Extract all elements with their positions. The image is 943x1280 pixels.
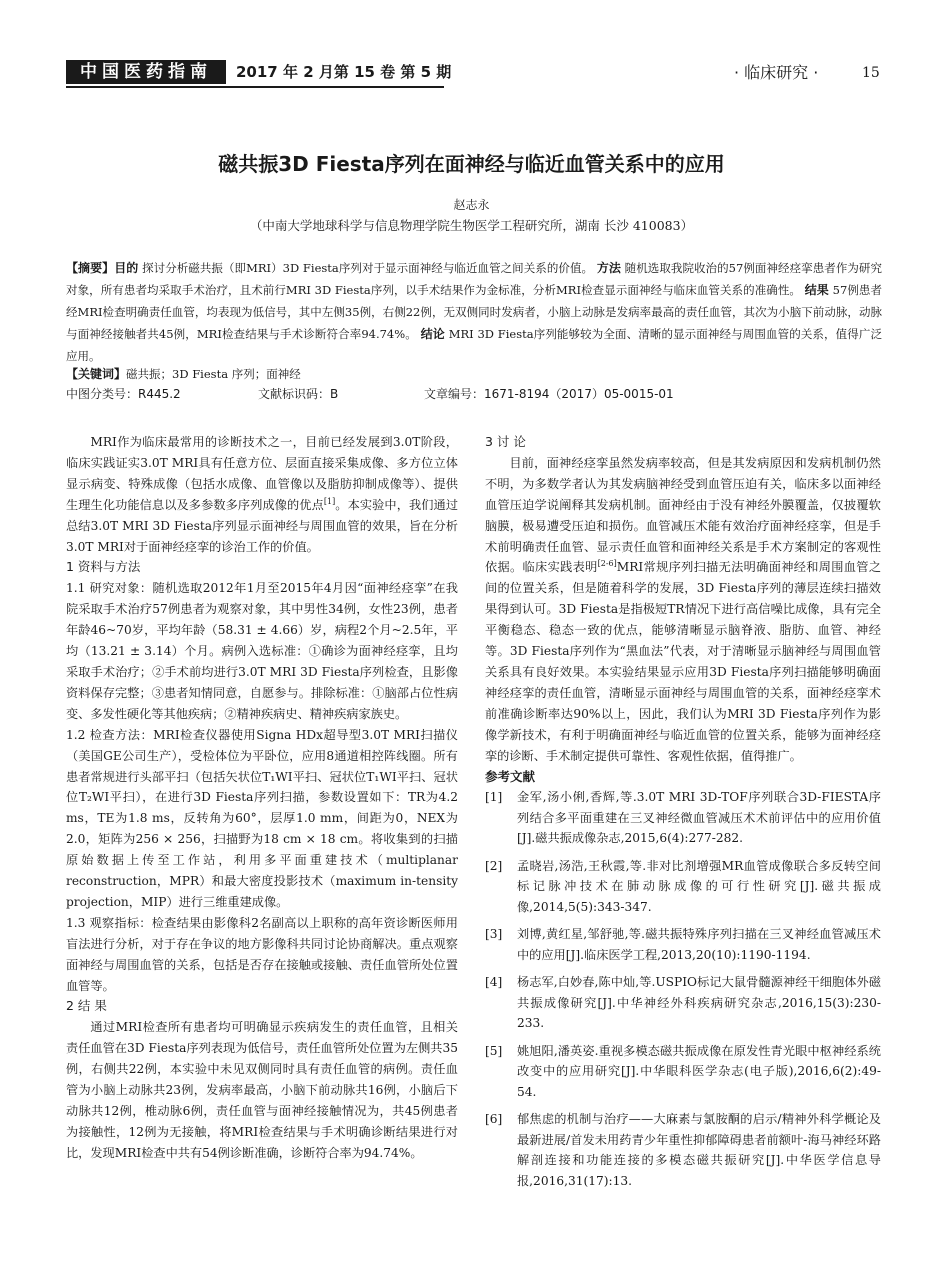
article-title: 磁共振3D Fiesta序列在面神经与临近血管关系中的应用 xyxy=(218,152,725,176)
reference-number: [2] xyxy=(485,858,503,873)
reference-text: 郁焦虑的机制与治疗——大麻素与氯胺酮的启示/精神外科学概论及最新进展/首发未用药青少年重性抑郁障碍患者前额叶-海马神经环路解剖连接和功能连接的多模态磁共振研究[J].中华医学信息导报,2016,31(17):13. xyxy=(517,1112,881,1188)
running-header xyxy=(66,60,886,86)
section-heading-1: 1 资料与方法 xyxy=(66,559,141,575)
references-heading: 参考文献 xyxy=(485,768,536,784)
intro-tail: 。本实验中，我们通过总结3.0T MRI 3D Fiesta序列显示面神经与周围血管的效果，旨在分析3.0T MRI对于面神经痉挛的诊治工作的价值。 xyxy=(66,497,459,554)
keywords-label: 【关键词】 xyxy=(66,367,127,381)
section-label: · 临床研究 · xyxy=(734,63,819,82)
affiliation: （中南大学地球科学与信息物理学院生物医学工程研究所，湖南 长沙 410083） xyxy=(249,218,694,233)
purpose-text: 探讨分析磁共振（即MRI）3D Fiesta序列对于显示面神经与临近血管之间关系的价值。 xyxy=(142,261,594,275)
discussion-text-b: MRI常规序列扫描无法明确面神经和周围血管之间的位置关系，但是随着科学的发展，3D Fiesta序列的薄层连续扫描效果得到认可。3D Fiesta是指极短TR情况下进行高信噪比成像，具有完全平衡稳态、稳态一致的优点，能够清晰显示脑脊液、脂肪、血管、神经等。3D Fiesta序列作为“黑血法”代表，对于清晰显示脑神经与周围血管关系具有良好效果。本实验结果显示应用3D Fiesta序列扫描能够明确面神经痉挛的责任血管，清晰显示面神经与周围血管的关系，面神经痉挛术前准确诊断率达90%以上，因此，我们认为MRI 3D Fiesta序列作为影像学新技术，有利于明确面神经与临近血管的位置关系，能够为面神经痉挛的诊断、手术制定提供可靠性、客观性依据，值得推广。 xyxy=(485,560,882,763)
intro-text: MRI作为临床最常用的诊断技术之一，目前已经发展到3.0T阶段，临床实践证实3.0T MRI具有任意方位、层面直接采集成像、多方位立体显示病变、特殊成像（包括水成像、血管像以及脂肪抑制成像等）、提供生理生化功能信息以及多参数多序列成像的优点 xyxy=(66,435,458,512)
author: 赵志永 xyxy=(453,198,490,212)
reference-item xyxy=(485,1109,881,1191)
journal-name: 中国医药指南 xyxy=(66,60,226,84)
discussion-text-a: 目前，面神经痉挛虽然发病率较高，但是其发病原因和发病机制仍然不明，为多数学者认为其发病脑神经受到血管压迫有关，临床多以面神经血管压迫学说阐释其发病机制。面神经由于没有神经外膜覆盖，仅披覆软脑膜，极易遭受压迫和损伤。血管减压术能有效治疗面神经痉挛，但是手术前明确责任血管、显示责任血管和面神经关系是手术方案制定的客观性依据。临床实践表明 xyxy=(485,455,881,575)
reference-number: [4] xyxy=(485,975,503,990)
reference-item xyxy=(485,972,881,1034)
abstract-label: 【摘要】 xyxy=(66,261,115,275)
results-paragraph: 通过MRI检查所有患者均可明确显示疾病发生的责任血管，且相关责任血管在3D Fiesta序列表现为低信号，责任血管所处位置为左侧共35例，右侧共22例，本实验中未见双侧同时具有责任血管的病例。责任血管为小脑上动脉共23例，发病率最高，小脑下前动脉共16例，小脑后下动脉共12例，椎动脉6例，责任血管与面神经接触情况为，共45例患者为接触性，12例为无接触，将MRI检查结果与手术明确诊断结果进行对比，发现MRI检查中共有54例诊断准确，诊断符合率为94.74%。 xyxy=(66,1020,458,1160)
subsection-1-3: 1.3 观察指标：检查结果由影像科2名副高以上职称的高年资诊断医师用盲法进行分析，对于存在争议的地方影像科共同讨论协商解决。重点观察面神经与周围血管的关系，包括是否存在接触或接触、责任血管所处位置血管等。 xyxy=(66,915,458,993)
article-number: 文章编号：1671-8194（2017）05-0015-01 xyxy=(424,387,674,401)
reference-list xyxy=(485,787,881,1191)
section-heading-2: 2 结 果 xyxy=(66,998,107,1014)
reference-text: 孟晓岩,汤浩,王秋霞,等.非对比剂增强MR血管成像联合多反转空间标记脉冲技术在肺动脉成像的可行性研究[J].磁共振成像,2014,5(5):343-347. xyxy=(517,858,881,914)
reference-text: 刘博,黄红星,邹舒驰,等.磁共振特殊序列扫描在三叉神经血管减压术中的应用[J].临床医学工程,2013,20(10):1190-1194. xyxy=(517,927,881,962)
reference-item xyxy=(485,1041,881,1103)
citation: [2-6] xyxy=(597,559,617,569)
reference-text: 金军,汤小俐,香辉,等.3.0T MRI 3D-TOF序列联合3D-FIESTA序列结合多平面重建在三叉神经微血管减压术术前评估中的应用价值[J].磁共振成像杂志,2015,6(4):277-282. xyxy=(517,790,881,846)
page-number: 15 xyxy=(862,65,880,81)
conclusion-text: MRI 3D Fiesta序列能够较为全面、清晰的显示面神经与周围血管的关系，值得广泛应用。 xyxy=(66,327,882,363)
method-tag: 方法 xyxy=(596,261,621,275)
subsection-1-1: 1.1 研究对象：随机选取2012年1月至2015年4月因“面神经痉挛”在我院采取手术治疗57例患者为观察对象，其中男性34例，女性23例，患者年龄46~70岁，平均年龄（58.31 ± 4.66）岁，病程2个月~2.5年，平均（13.21 ± 3.14）个月。病例入选标准：①确诊为面神经痉挛，且均采取手术治疗；②手术前均进行3.0T MRI 3D Fiesta序列检查，且影像资料保存完整；③患者知情同意，自愿参与。排除标准：①脑部占位性病变、多发性硬化等其他疾病；②精神疾病史、精神疾病家族史。 xyxy=(66,581,458,721)
reference-item xyxy=(485,924,881,965)
header-rule xyxy=(66,86,444,88)
abstract xyxy=(66,257,882,367)
section-heading-3: 3 讨 论 xyxy=(485,434,526,449)
body-left-column xyxy=(66,432,458,1164)
keywords-text: 磁共振；3D Fiesta 序列；面神经 xyxy=(126,367,301,381)
reference-item xyxy=(485,787,881,849)
result-tag: 结果 xyxy=(804,283,829,297)
citation: [1] xyxy=(323,496,336,506)
keywords xyxy=(66,364,882,384)
reference-number: [1] xyxy=(485,790,503,805)
subsection-1-2: 1.2 检查方法：MRI检查仪器使用Signa HDx超导型3.0T MRI扫描仪（美国GE公司生产），受检体位为平卧位，应用8通道相控阵线圈。所有患者常规进行头部平扫（包括矢状位T₁WI平扫、冠状位T₁WI平扫、冠状位T₂WI平扫），在进行3D Fiesta序列扫描，参数设置如下：TR为4.2 ms，TE为1.8 ms，反转角为60°，层厚1.0 mm，间距为0，NEX为2.0，矩阵为256 × 256，扫描野为18 cm × 18 cm。将收集到的扫描原始数据上传至工作站，利用多平面重建技术（multiplanar reconstruction，MPR）和最大密度投影技术（maximum in-tensity projection，MIP）进行三维重建成像。 xyxy=(66,727,458,909)
reference-number: [3] xyxy=(485,927,503,942)
method-text: 随机选取我院收治的57例面神经痉挛患者作为研究对象，所有患者均采取手术治疗，且术前行MRI 3D Fiesta序列，以手术结果作为金标准，分析MRI检查显示面神经与临床血管关系的准确性。 xyxy=(66,261,882,297)
reference-number: [6] xyxy=(485,1112,503,1127)
document-code: 文献标识码：B xyxy=(258,387,339,401)
reference-text: 姚旭阳,潘英姿.重视多模态磁共振成像在原发性青光眼中枢神经系统改变中的应用研究[J].中华眼科医学杂志(电子版),2016,6(2):49-54. xyxy=(517,1043,881,1099)
purpose-tag: 目的 xyxy=(114,261,139,275)
reference-item xyxy=(485,856,881,918)
body-right-column xyxy=(485,432,881,1198)
reference-number: [5] xyxy=(485,1043,503,1058)
reference-text: 杨志军,白妙春,陈中灿,等.USPIO标记大鼠骨髓源神经干细胞体外磁共振成像研究[J].中华神经外科疾病研究杂志,2016,15(3):230-233. xyxy=(517,975,881,1031)
clc-number: 中图分类号：R445.2 xyxy=(66,387,181,401)
result-text: 57例患者经MRI检查明确责任血管，均表现为低信号，其中左侧35例，右侧22例，无双侧同时发病者，小脑上动脉是发病率最高的责任血管，其次为小脑下前动脉，动脉与面神经接触者共45例，MRI检查结果与手术诊断符合率94.74%。 xyxy=(66,283,882,341)
discussion-paragraph xyxy=(485,453,881,767)
intro-paragraph xyxy=(66,432,458,557)
conclusion-tag: 结论 xyxy=(420,327,445,341)
issue-info: 2017 年 2 月第 15 卷 第 5 期 xyxy=(236,63,452,81)
